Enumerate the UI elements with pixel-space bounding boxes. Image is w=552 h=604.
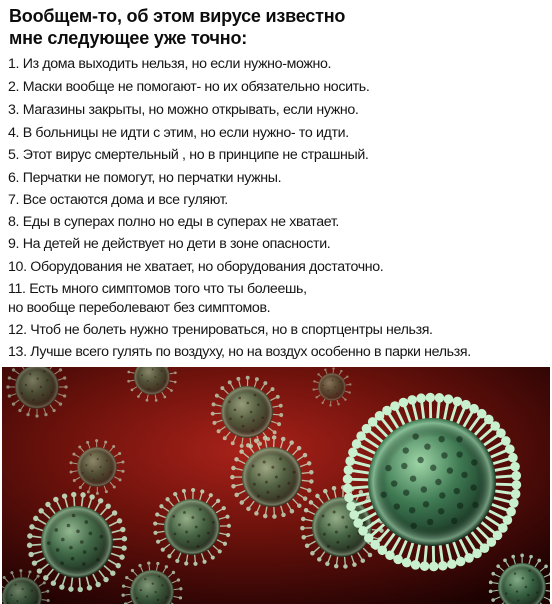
list-item-7: 7. Все остаются дома и все гуляют. [8,192,228,208]
list-item-5: 5. Этот вирус смертельный , но в принципе не страшный. [8,147,369,163]
list-item-3: 3. Магазины закрыты, но можно открывать, если нужно. [8,102,359,118]
list-item-12: 12. Чтоб не болеть нужно тренироваться, но в спортцентры нельзя. [8,322,433,338]
list-item-9: 9. На детей не действует но дети в зоне опасности. [8,236,331,252]
list-item-2: 2. Маски вообще не помогают- но их обязательно носить. [8,79,370,95]
list-item-11-continuation: но вообще переболевают без симптомов. [8,300,271,316]
list-item-13: 13. Лучше всего гулять по воздуху, но на воздух особенно в парки нельзя. [8,344,471,360]
list-item-8: 8. Еды в суперах полно но еды в суперах не хватает. [8,214,340,230]
list-item-10: 10. Оборудования не хватает, но оборудования достаточно. [8,259,384,275]
heading-line-1: Вообщем-то, об этом вирусе известно [9,6,346,26]
list-item-4: 4. В больницы не идти с этим, но если нужно- то идти. [8,125,349,141]
virus-illustration [2,367,550,604]
list-item-11: 11. Есть много симптомов того что ты болеешь, [8,281,307,297]
heading-line-2: мне следующее уже точно: [9,28,248,48]
list-item-6: 6. Перчатки не помогут, но перчатки нужны. [8,170,282,186]
list-item-1: 1. Из дома выходить нельзя, но если нужно-можно. [8,56,332,72]
